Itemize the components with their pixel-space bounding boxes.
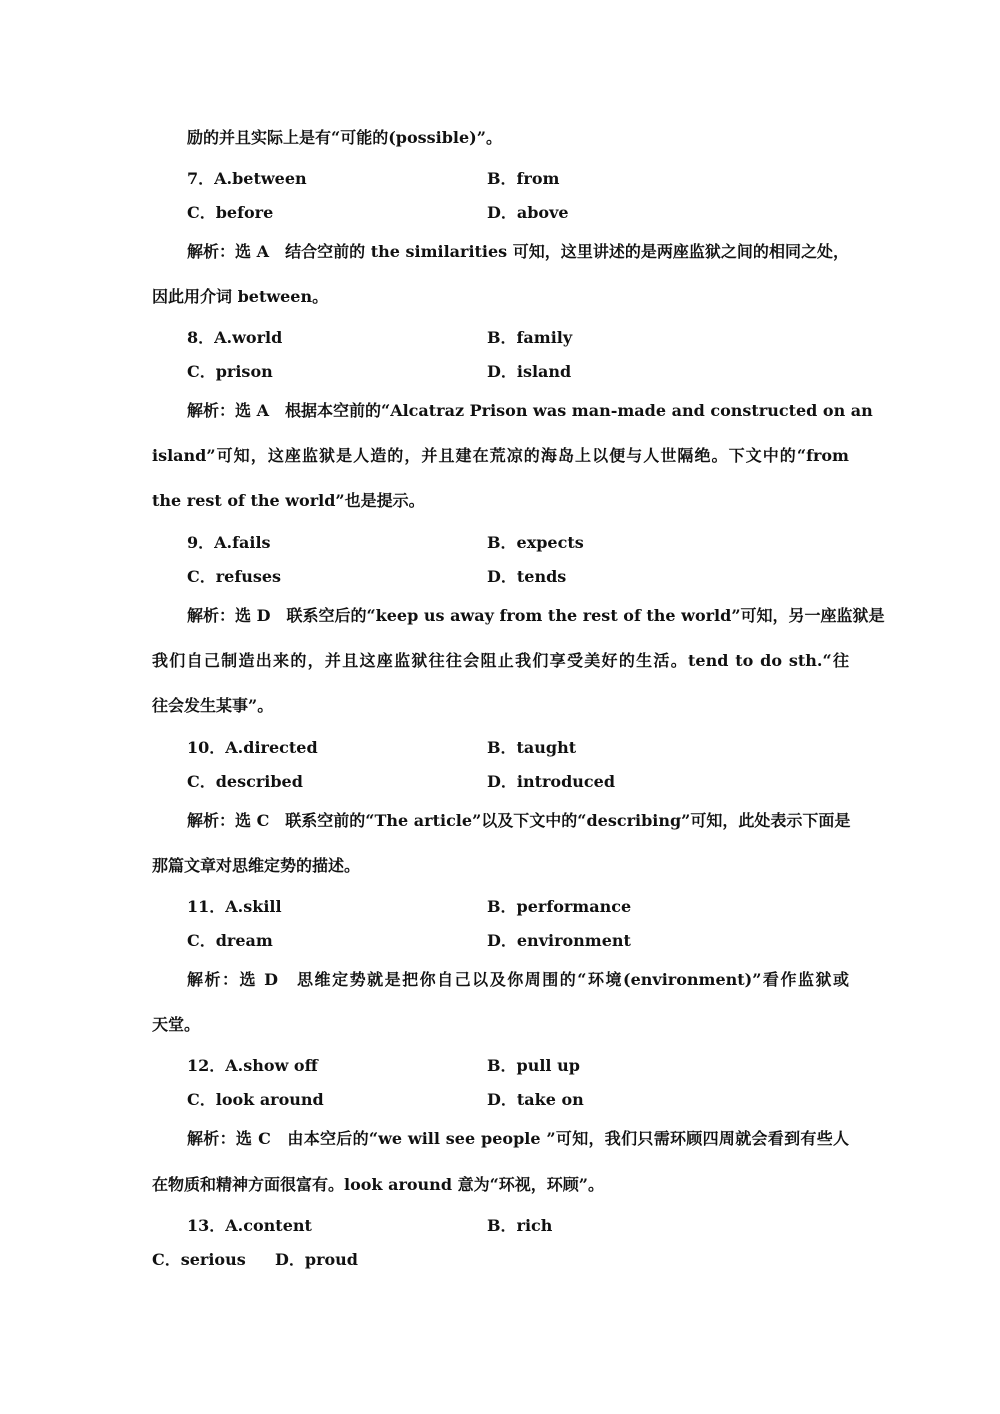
q8-analysis-line-1: 解析：选 A 根据本空前的“Alcatraz Prison was man-made and constructed on an [187, 401, 873, 420]
q8-option-d: D．island [487, 362, 572, 381]
q8-option-a: 8．A.world [187, 328, 283, 347]
q11-analysis-line-2: 天堂。 [152, 1015, 201, 1034]
q8-option-b: B．family [487, 328, 573, 347]
q7-option-b: B．from [487, 169, 560, 188]
q11-option-a: 11．A.skill [187, 897, 282, 916]
q9-analysis-line-2: 我们自己制造出来的，并且这座监狱往往会阻止我们享受美好的生活。tend to do sth.“往 [152, 651, 849, 670]
q10-analysis-line-2: 那篇文章对思维定势的描述。 [152, 856, 361, 875]
q7-option-d: D．above [487, 203, 569, 222]
q7-analysis-line-1: 解析：选 A 结合空前的 the similarities 可知，这里讲述的是两座监狱之间的相同之处， [187, 242, 849, 261]
q12-analysis-line-2: 在物质和精神方面很富有。look around 意为“环视，环顾”。 [152, 1175, 604, 1194]
q11-option-c: C．dream [187, 931, 273, 950]
q10-option-d: D．introduced [487, 772, 616, 791]
q7-option-c: C．before [187, 203, 274, 222]
q11-analysis-line-1: 解析：选 D 思维定势就是把你自己以及你周围的“环境(environment)”看作监狱或 [187, 970, 849, 989]
q12-option-b: B．pull up [487, 1056, 580, 1075]
q12-option-c: C．look around [187, 1090, 324, 1109]
q13-option-d: D．proud [275, 1250, 358, 1269]
q8-analysis-line-2: island”可知，这座监狱是人造的，并且建在荒凉的海岛上以便与人世隔绝。下文中的“from [152, 446, 849, 465]
q9-option-a: 9．A.fails [187, 533, 271, 552]
q8-analysis-line-3: the rest of the world”也是提示。 [152, 491, 425, 510]
q7-option-a: 7．A.between [187, 169, 307, 188]
q8-option-c: C．prison [187, 362, 273, 381]
q9-option-d: D．tends [487, 567, 567, 586]
q10-analysis-line-1: 解析：选 C 联系空前的“The article”以及下文中的“describing”可知，此处表示下面是 [187, 811, 851, 830]
q7-analysis-line-2: 因此用介词 between。 [152, 287, 329, 306]
q10-option-a: 10．A.directed [187, 738, 318, 757]
q13-option-b: B．rich [487, 1216, 553, 1235]
q9-option-c: C．refuses [187, 567, 282, 586]
q12-analysis-line-1: 解析：选 C 由本空后的“we will see people ”可知，我们只需环顾四周就会看到有些人 [187, 1129, 849, 1148]
q10-option-b: B．taught [487, 738, 577, 757]
q11-option-b: B．performance [487, 897, 632, 916]
q12-option-d: D．take on [487, 1090, 584, 1109]
intro-tail: 励的并且实际上是有“可能的(possible)”。 [187, 128, 502, 147]
q13-option-a: 13．A.content [187, 1216, 312, 1235]
q12-option-a: 12．A.show off [187, 1056, 318, 1075]
q9-option-b: B．expects [487, 533, 584, 552]
q10-option-c: C．described [187, 772, 303, 791]
q9-analysis-line-1: 解析：选 D 联系空后的“keep us away from the rest of the world”可知，另一座监狱是 [187, 606, 885, 625]
q9-analysis-line-3: 往会发生某事”。 [152, 696, 274, 715]
q13-option-c: C．serious [152, 1250, 246, 1269]
q11-option-d: D．environment [487, 931, 631, 950]
